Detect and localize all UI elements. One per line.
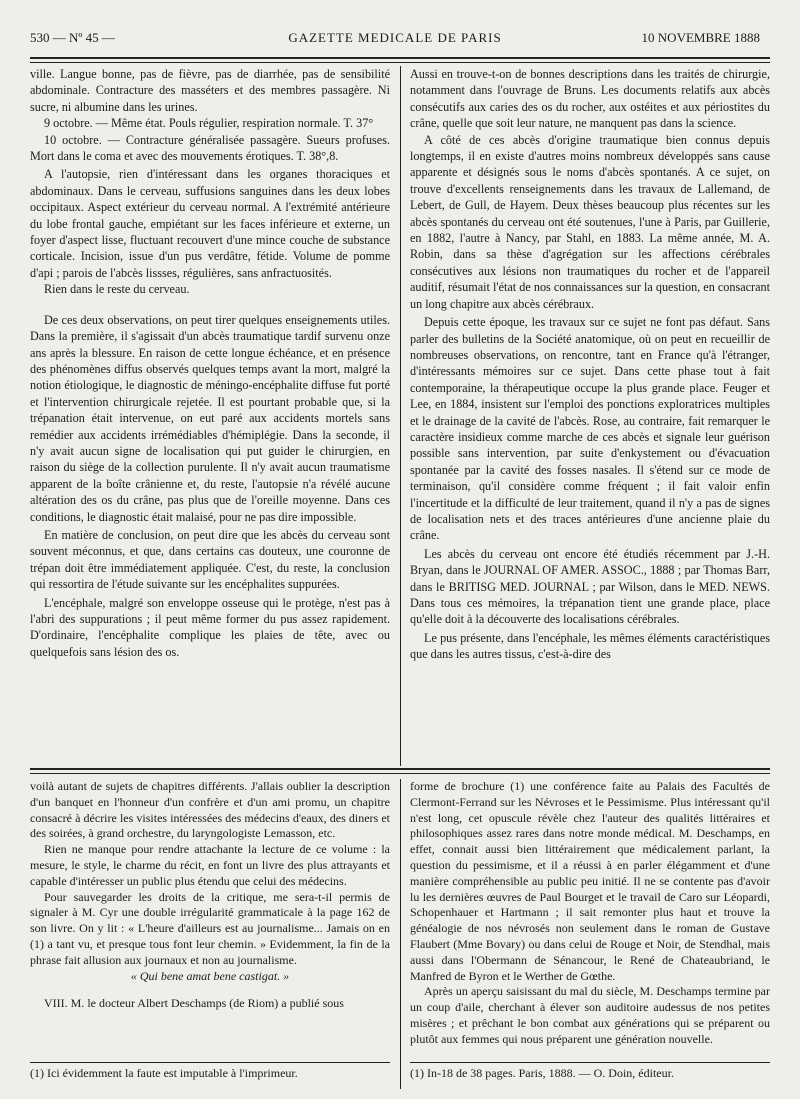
- paragraph: VIII. M. le docteur Albert Deschamps (de Riom) a publié sous: [44, 996, 344, 1011]
- paragraph: Les abcès du cerveau ont encore été étudiés récemment par J.-H. Bryan, dans le JOURNAL OF AMER. ASSOC., 1888 ; par Thomas Barr, dans le BRITISG MED. JOURNAL ; par Wilson, dans le MED. NEWS. Dans tous ces mémoires, la trépanation tient une grande place, place qu'elle doit à la découverte des localisations cérébrales.: [410, 546, 770, 627]
- paragraph: A l'autopsie, rien d'intéressant dans les organes thoraciques et abdominaux. Dans le cerveau, suffusions sanguines dans les deux lobes occipitaux. Aspect extérieur du cerveau normal. A l'extrémité antérieure du lobe frontal gauche, empiétant sur les faces inférieure et externe, un foyer d'aspect lisse, fluctuant recouvert d'une mince couche de substance corticale. Incision, issue d'un pus verdâtre, fétide. Volume de pomme d'api ; parois de l'abcès lissses, régulières, sans anfractuosités.: [30, 167, 390, 280]
- feuilleton-rule-thin: [30, 773, 770, 774]
- paragraph: Rien ne manque pour rendre attachante la lecture de ce volume : la mesure, le style, le charme du récit, en font un livre des plus attrayants et capable d'intéresser un public plus étendu que celui des médecins.: [30, 842, 390, 888]
- paragraph: Rien dans le reste du cerveau.: [44, 282, 190, 297]
- paragraph: Le pus présente, dans l'encéphale, les mêmes éléments caractéristiques que dans les autres tissus, c'est-à-dire des: [410, 630, 770, 662]
- right-column: [410, 66, 770, 663]
- paragraph: A côté de ces abcès d'origine traumatique bien connus depuis longtemps, il en existe d'autres moins nombreux développés sans cause apparente et désignés sous le noms d'abcès spontanés. A ce sujet, on trouve d'excellents renseignements dans les travaux de Lallemand, de Lebert, de Gull, de Hayem. Deux thèses beaucoup plus récentes sur les abcès spontanés du cerveau ont été soutenues, l'une à Paris, par Guillerie, en 1882, l'autre à Nancy, par Stahl, en 1883. La même année, M. A. Robin, dans sa thèse d'agrégation sur les affections cérébrales consécutives aux lésions non traumatiques du rocher et de l'appareil auditif, résumait l'état de nos connaissances sur la question, en consacrant un long chapitre aux abcès cérébraux.: [410, 132, 770, 311]
- paragraph: voilà autant de sujets de chapitres différents. J'allais oublier la description d'un banquet en l'honneur d'un confrère et d'un ami promu, un chapitre consacré à décrire les visites intéressées des médecins d'eaux, des diners et des soirées, à grand orchestre, du laryngologiste Lemasson, etc.: [30, 779, 390, 841]
- paragraph: En matière de conclusion, on peut dire que les abcès du cerveau sont souvent méconnus, et que, dans certains cas douteux, une couronne de trépan doit être immédiatement appliquée. C'est, du reste, la conclusion qui ressortira de l'étude suivante sur les encéphalites suppurées.: [30, 527, 390, 592]
- page-header: [30, 30, 760, 50]
- page-number: 530 — Nº 45 —: [30, 30, 115, 45]
- paragraph: forme de brochure (1) une conférence faite au Palais des Facultés de Clermont-Ferrand sur les Névroses et le Pessimisme. Plus intéressant qu'il n'est long, cet opuscule révèle chez l'auteur des qualités littéraires et philosophiques assez rares dans notre monde médical. M. Deschamps, en effet, connait aussi bien littérairement que médicalement parlant, la question du pessimisme, et il a réussi à en parler élégamment et d'une manière compréhensible au public peu initié. Il ne se contente pas d'avoir lu les dernières œuvres de Paul Bourget et le travail de Caro sur Léopardi, Schopenhauer et Hartmann ; il sait remonter plus haut et trouve la généalogie de nos névrosés non seulement dans le roman de Gustave Flaubert (Mme Bovary) ou dans celui de Rouge et Noir, de Stendhal, mais aussi dans l'Obermann de Sénancour, le René de Chateaubriand, le Manfred de Byron et le Werther de Gœthe.: [410, 779, 770, 983]
- paragraph: Aussi en trouve-t-on de bonnes descriptions dans les traités de chirurgie, notamment dans l'ouvrage de Bruns. Les documents relatifs aux abcès consécutifs aux caries des os du rocher, aux ostéites et aux périostites du crâne, quelle que soit leur nature, ne manquent pas dans la science.: [410, 67, 770, 131]
- feuilleton-rule: [30, 768, 770, 770]
- footnote-rule-right: [410, 1062, 770, 1063]
- paragraph: Après un aperçu saisissant du mal du siècle, M. Deschamps termine par un coup d'aile, cherchant à élever son auditoire audessus de nos petites misères ; et prêchant le bon combat aux générations qui se préparent ou plutôt aux femmes qui nous préparent une génération nouvelle.: [410, 984, 770, 1046]
- paragraph: Pour sauvegarder les droits de la critique, me sera-t-il permis de signaler à M. Cyr une double irrégularité grammaticale à la page 162 de son livre. On y lit : « L'heure d'ailleurs est au journalisme... Jamais on en (1) a tant vu, et presque tous font leur chemin. » Evidemment, la fin de la phrase fait allusion aux journaux et non au journalisme.: [30, 889, 390, 967]
- footnote-rule-left: [30, 1062, 390, 1063]
- left-column: [30, 66, 390, 660]
- paragraph: ville. Langue bonne, pas de fièvre, pas de diarrhée, pas de sensibilité abdominale. Contracture des masséters et des membres passagère. Ni sucre, ni albumine dans les urines.: [30, 67, 390, 114]
- paragraph: 9 octobre. — Même état. Pouls régulier, respiration normale. T. 37°: [44, 116, 374, 131]
- issue-date: 10 NOVEMBRE 1888: [641, 30, 760, 45]
- feuilleton-left: [30, 779, 390, 1012]
- quote: « Qui bene amat bene castigat. »: [130, 968, 290, 983]
- footnote-left: (1) Ici évidemment la faute est imputable à l'imprimeur.: [30, 1066, 298, 1080]
- column-divider: [400, 66, 401, 766]
- paragraph: 10 octobre. — Contracture généralisée passagère. Sueurs profuses. Mort dans le coma et avec des mouvements érotiques. T. 38°,8.: [30, 132, 390, 164]
- feuilleton-divider: [400, 779, 401, 1089]
- feuilleton-right: [410, 779, 770, 1048]
- journal-title: GAZETTE MEDICALE DE PARIS: [288, 30, 502, 45]
- paragraph: De ces deux observations, on peut tirer quelques enseignements utiles. Dans la première, il s'agissait d'un abcès traumatique tardif survenu onze ans après la blessure. En raison de cette longue échéance, et en présence des phénomènes diffus observés quelques temps avant la mort, malgré la notion étiologique, le diagnostic de méningo-encéphalite diffuse fut porté et l'intervention chirurgicale rejetée. Il est pourtant probable que, si la trépanation était intervenue, on eut paré aux accidents mortels sans remédier aux accidents irrémédiables d'hémiplégie. Dans la seconde, il n'y avait aucun signe de localisation qui put guider le chirurgien, en raison du siège de la collection purulente. Il n'y avait aucun traumatisme apparent de la boîte crânienne et, du reste, l'autopsie n'a révélé aucune altération des os du crâne, pas plus que de l'oreille moyenne. Dans ces conditions, le diagnostic était malaisé, pour ne pas dire impossible.: [30, 312, 390, 524]
- footnote-right: (1) In-18 de 38 pages. Paris, 1888. — O. Doin, éditeur.: [410, 1066, 674, 1080]
- paragraph: Depuis cette époque, les travaux sur ce sujet ne font pas défaut. Sans parler des bulletins de la Société anatomique, où on peut en recueillir de nombreuses observations, on rencontre, tant en France qu'à l'étranger, d'intéressants mémoires sur ce sujet. Dans cette phase tout à fait contemporaine, la thérapeutique occupe la plus grande place. Feuger et Lee, en 1884, insistent sur l'emploi des ponctions exploratrices multiples et le drainage de la cavité de l'abcès. Rose, au contraire, fait remarquer le caractère insidieux comme marche de ces abcès et signale leur guérison possible sans intervention, par suite d'enkystement ou d'évacuation spontanée par la cavité des fosses nasales. Il s'étend sur ce mode de terminaison, qu'il considère comme fréquent ; il fait valoir enfin l'incertitude et la difficulté de leur traitement, quand il n'y a pas de signes de localisation nets et des traces antérieures d'une ancienne plaie du crâne.: [410, 315, 770, 543]
- header-rule-thin: [30, 62, 770, 63]
- paragraph: L'encéphale, malgré son enveloppe osseuse qui le protège, n'est pas à l'abri des suppurations ; il peut même former du pus assez rapidement. D'ordinaire, l'encéphalite complique les plaies de tête, avec ou quelquefois sans lésion des os.: [30, 595, 390, 659]
- header-rule: [30, 57, 770, 59]
